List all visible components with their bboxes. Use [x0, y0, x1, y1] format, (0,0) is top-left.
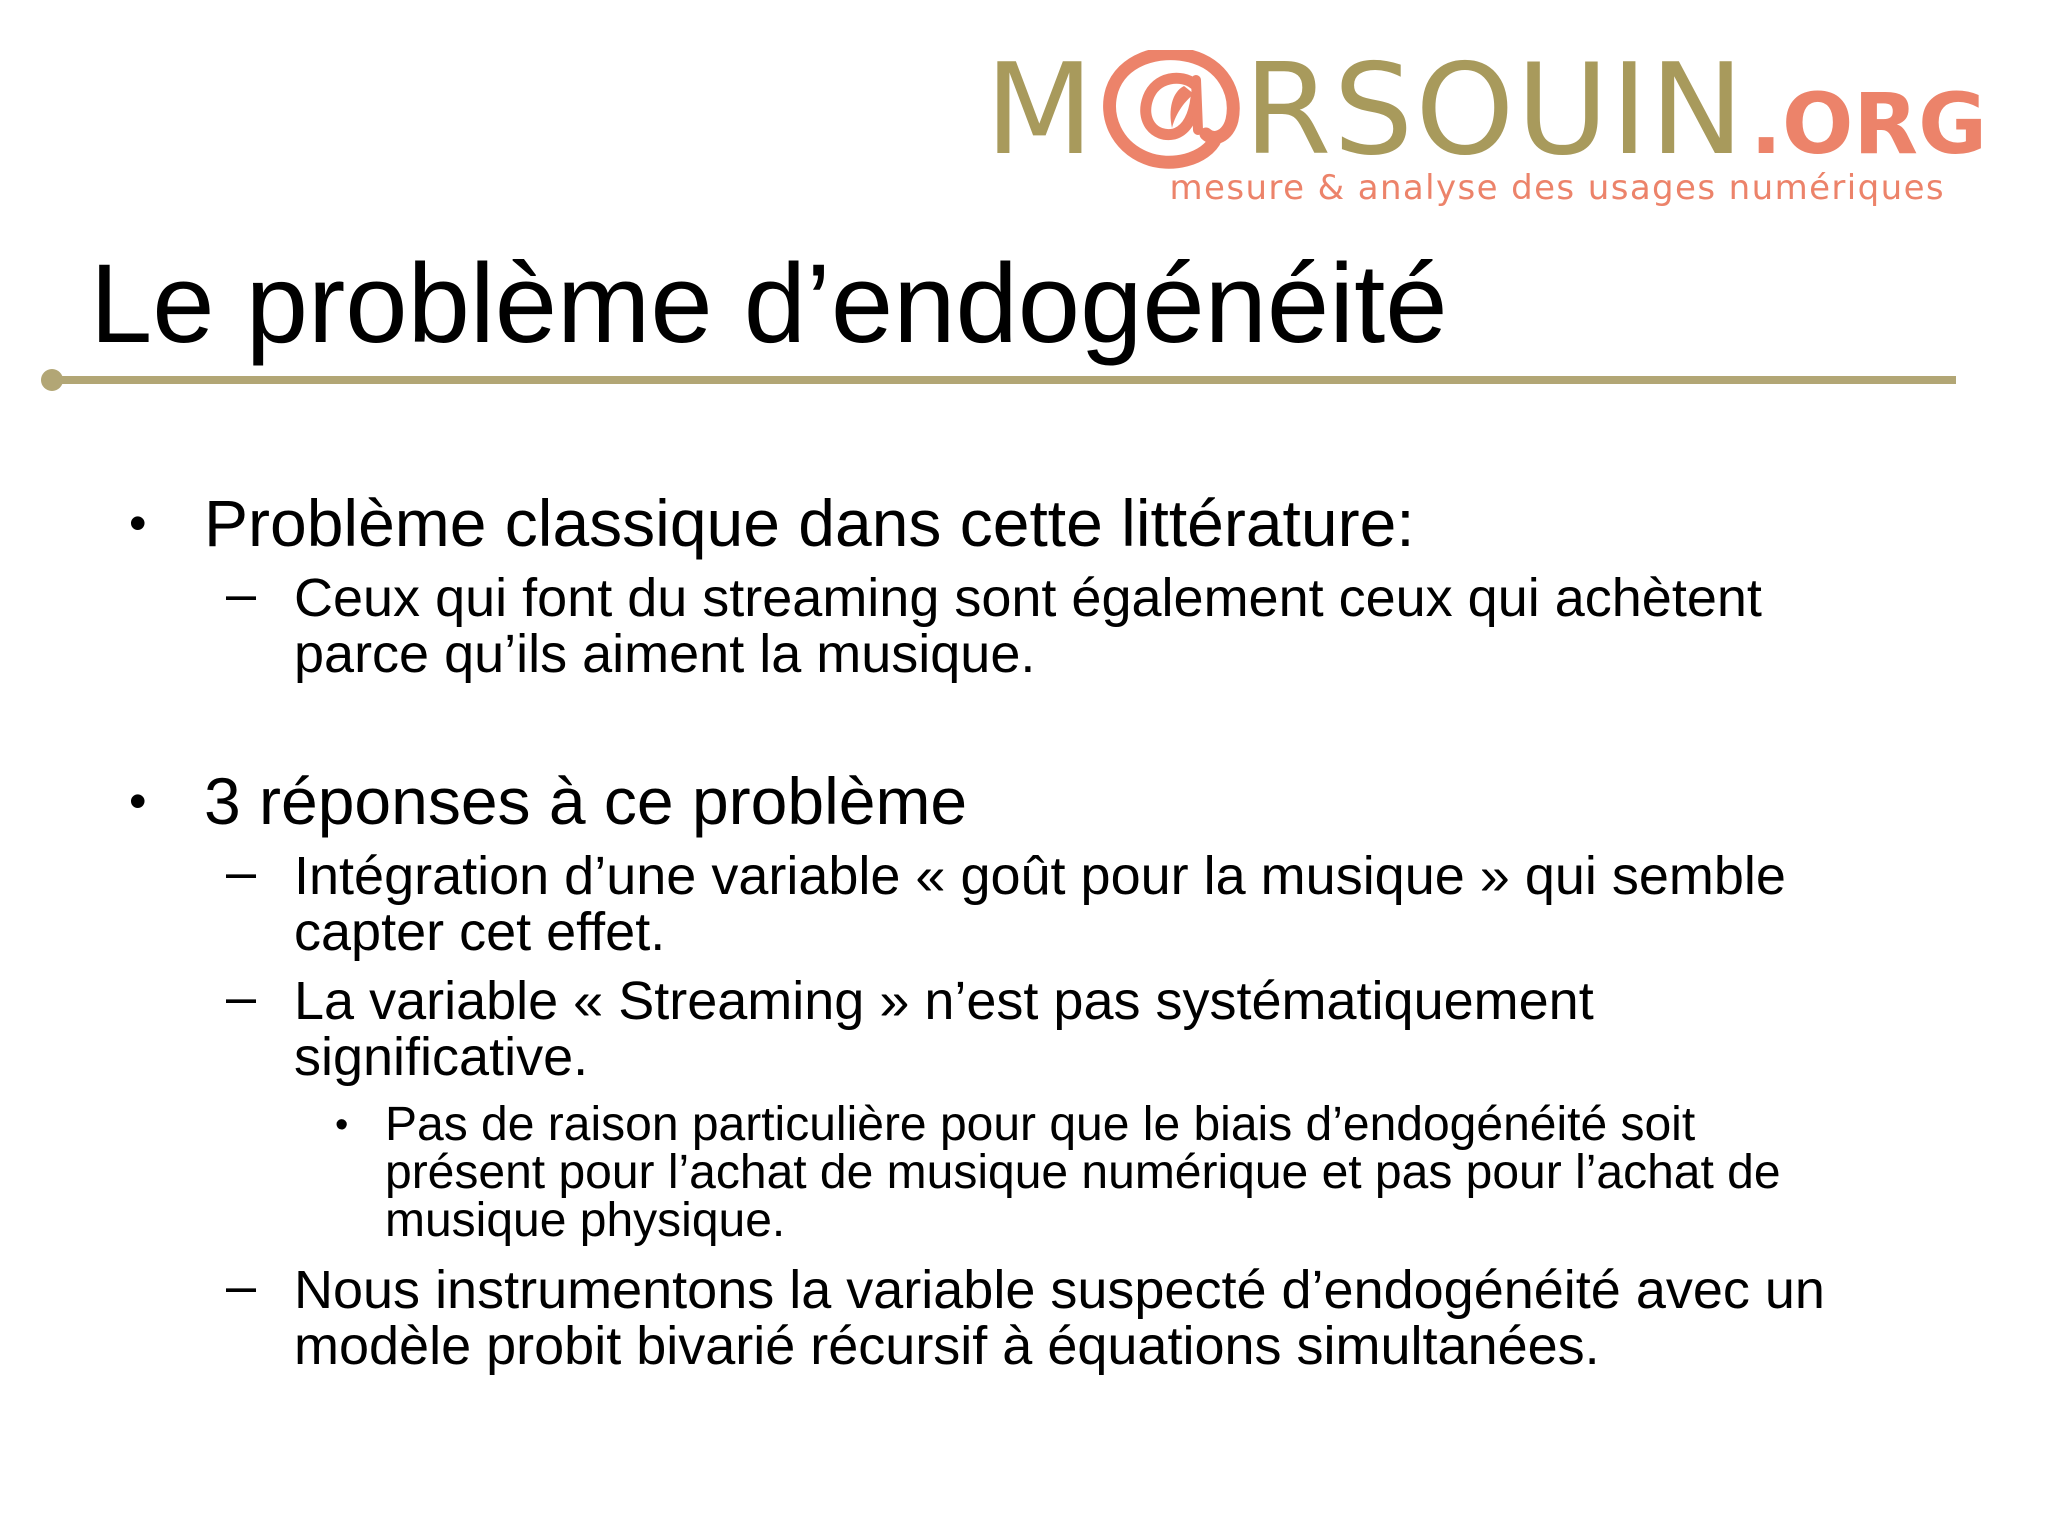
bullet-marker: •	[129, 495, 147, 551]
sub-bullet-line: La variable « Streaming » n’est pas systématiquement	[294, 971, 1594, 1031]
dash-marker: –	[226, 1256, 257, 1316]
dash-marker: –	[226, 967, 257, 1027]
sub-bullet-line: parce qu’ils aiment la musique.	[294, 624, 1036, 684]
sub-bullet-item	[226, 967, 1594, 1087]
logo-letters: RSOUIN	[1243, 36, 1747, 183]
sub-bullet-line: Ceux qui font du streaming sont également ceux qui achètent	[294, 568, 1762, 628]
sub-bullet-line: modèle probit bivarié récursif à équations simultanées.	[294, 1316, 1600, 1376]
sub-bullet-line: significative.	[294, 1027, 589, 1087]
bullet-item	[129, 485, 1415, 561]
sub-sub-bullet-line: Pas de raison particulière pour que le biais d’endogénéité soit	[385, 1098, 1696, 1151]
bullet-marker: •	[129, 773, 147, 829]
bullet-text: 3 réponses à ce problème	[204, 764, 968, 838]
sub-bullet-line: Nous instrumentons la variable suspecté d’endogénéité avec un	[294, 1260, 1825, 1320]
marsouin-logo	[985, 36, 1988, 217]
sub-sub-bullet-line: présent pour l’achat de musique numérique et pas pour l’achat de	[385, 1146, 1781, 1199]
sub-bullet-line: Intégration d’une variable « goût pour la musique » qui semble	[294, 846, 1786, 906]
sub-bullet-item	[226, 842, 1786, 962]
sub-bullet-item	[226, 564, 1762, 684]
sub-bullet-line: capter cet effet.	[294, 902, 666, 962]
bullet-marker: •	[335, 1104, 349, 1146]
bullet-text: Problème classique dans cette littérature:	[204, 486, 1415, 560]
logo-at-symbol-icon	[1098, 50, 1246, 170]
bullet-item	[129, 763, 968, 839]
sub-bullet-item	[226, 1256, 1825, 1376]
logo-wordmark	[985, 36, 1988, 183]
title-underline	[40, 367, 1956, 393]
sub-sub-bullet-item	[335, 1098, 1781, 1247]
dash-marker: –	[226, 842, 257, 902]
dash-marker: –	[226, 564, 257, 624]
logo-letter-m: M	[985, 36, 1096, 183]
logo-tagline: mesure & analyse des usages numériques	[1169, 168, 1945, 208]
logo-domain-suffix: .ORG	[1750, 75, 1988, 173]
slide-title: Le problème d’endogénéité	[90, 241, 1448, 366]
sub-sub-bullet-line: musique physique.	[385, 1194, 786, 1247]
